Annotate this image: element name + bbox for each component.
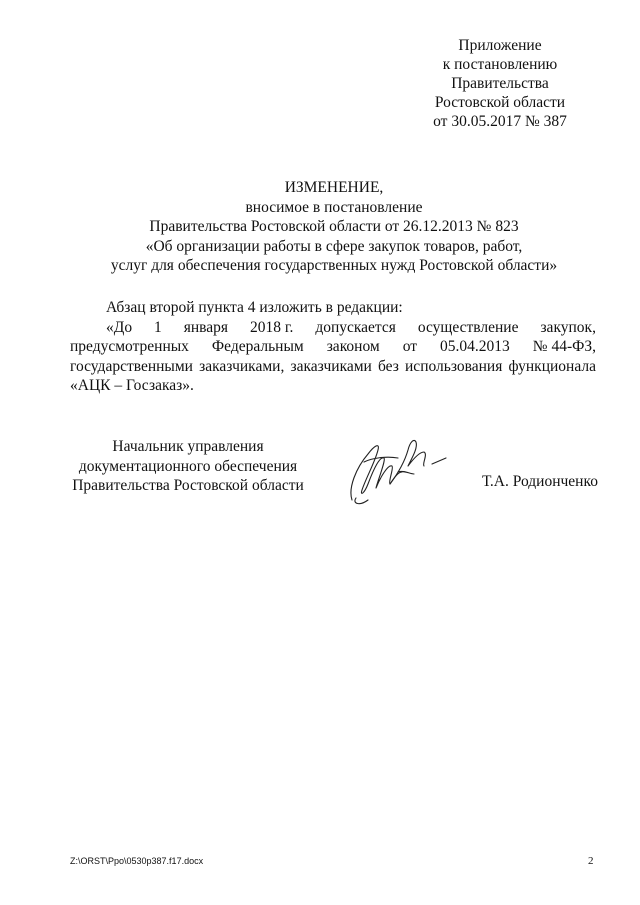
quote-word: государственными bbox=[70, 357, 193, 375]
quote-word: использования bbox=[405, 357, 503, 375]
title-line-5: услуг для обеспечения государственных нужд Ростовской области» bbox=[110, 257, 558, 274]
quote-word: 05.04.2013 bbox=[440, 338, 510, 355]
annex-line-5: от 30.05.2017 № 387 bbox=[433, 113, 567, 130]
quote-word: № 44-ФЗ, bbox=[532, 338, 596, 355]
quote-word: заказчиками, bbox=[199, 357, 285, 375]
amendment-intro-text: Абзац второй пункта 4 изложить в редакции: bbox=[106, 299, 403, 316]
signer-line-1: Начальник управления bbox=[112, 438, 264, 455]
footer-file-path: Z:\ORST\Ppo\0530p387.f17.docx bbox=[70, 856, 204, 866]
signer-line-3: Правительства Ростовской области bbox=[72, 477, 304, 494]
page-number: 2 bbox=[588, 855, 594, 867]
quote-word: допускается bbox=[315, 318, 396, 336]
quote-word: 2018 г. bbox=[250, 318, 294, 336]
quote-line-1 bbox=[70, 318, 596, 338]
quote-line-3 bbox=[70, 357, 596, 377]
quote-word: Федеральным bbox=[211, 338, 304, 355]
quote-word: функционала bbox=[508, 357, 596, 375]
annex-header bbox=[420, 36, 580, 131]
quote-word: предусмотренных bbox=[70, 338, 189, 355]
annex-line-1: Приложение bbox=[458, 37, 542, 54]
signer-line-2: документационного обеспечения bbox=[78, 457, 298, 475]
quote-word: заказчиками bbox=[290, 357, 372, 375]
quote-word: 1 bbox=[154, 318, 162, 336]
quote-word: осуществление bbox=[417, 318, 519, 336]
title-line-2: вносимое в постановление bbox=[245, 198, 423, 216]
quote-line-4: «АЦК – Госзаказ». bbox=[70, 377, 194, 394]
handwritten-signature bbox=[338, 428, 458, 508]
quote-word: «До bbox=[106, 318, 133, 336]
quote-word: от bbox=[402, 338, 418, 355]
document-title bbox=[60, 178, 608, 276]
quote-word: без bbox=[378, 357, 399, 375]
signer-name: Т.А. Родионченко bbox=[482, 473, 598, 490]
signer-title bbox=[70, 437, 306, 496]
quote-word: закупок, bbox=[540, 318, 596, 336]
annex-line-4: Ростовской области bbox=[434, 94, 566, 111]
quote-line-2 bbox=[70, 337, 596, 357]
quote-word: января bbox=[183, 318, 229, 336]
title-line-3: Правительства Ростовской области от 26.12.2013 № 823 bbox=[149, 218, 519, 235]
annex-line-3: Правительства bbox=[451, 75, 549, 92]
quote-word: законом bbox=[326, 338, 380, 355]
amendment-body bbox=[70, 298, 596, 396]
title-heading: ИЗМЕНЕНИЕ, bbox=[284, 179, 384, 196]
title-line-4: «Об организации работы в сфере закупок товаров, работ, bbox=[145, 237, 523, 255]
annex-line-2: к постановлению bbox=[442, 56, 558, 73]
amendment-intro bbox=[70, 298, 596, 318]
